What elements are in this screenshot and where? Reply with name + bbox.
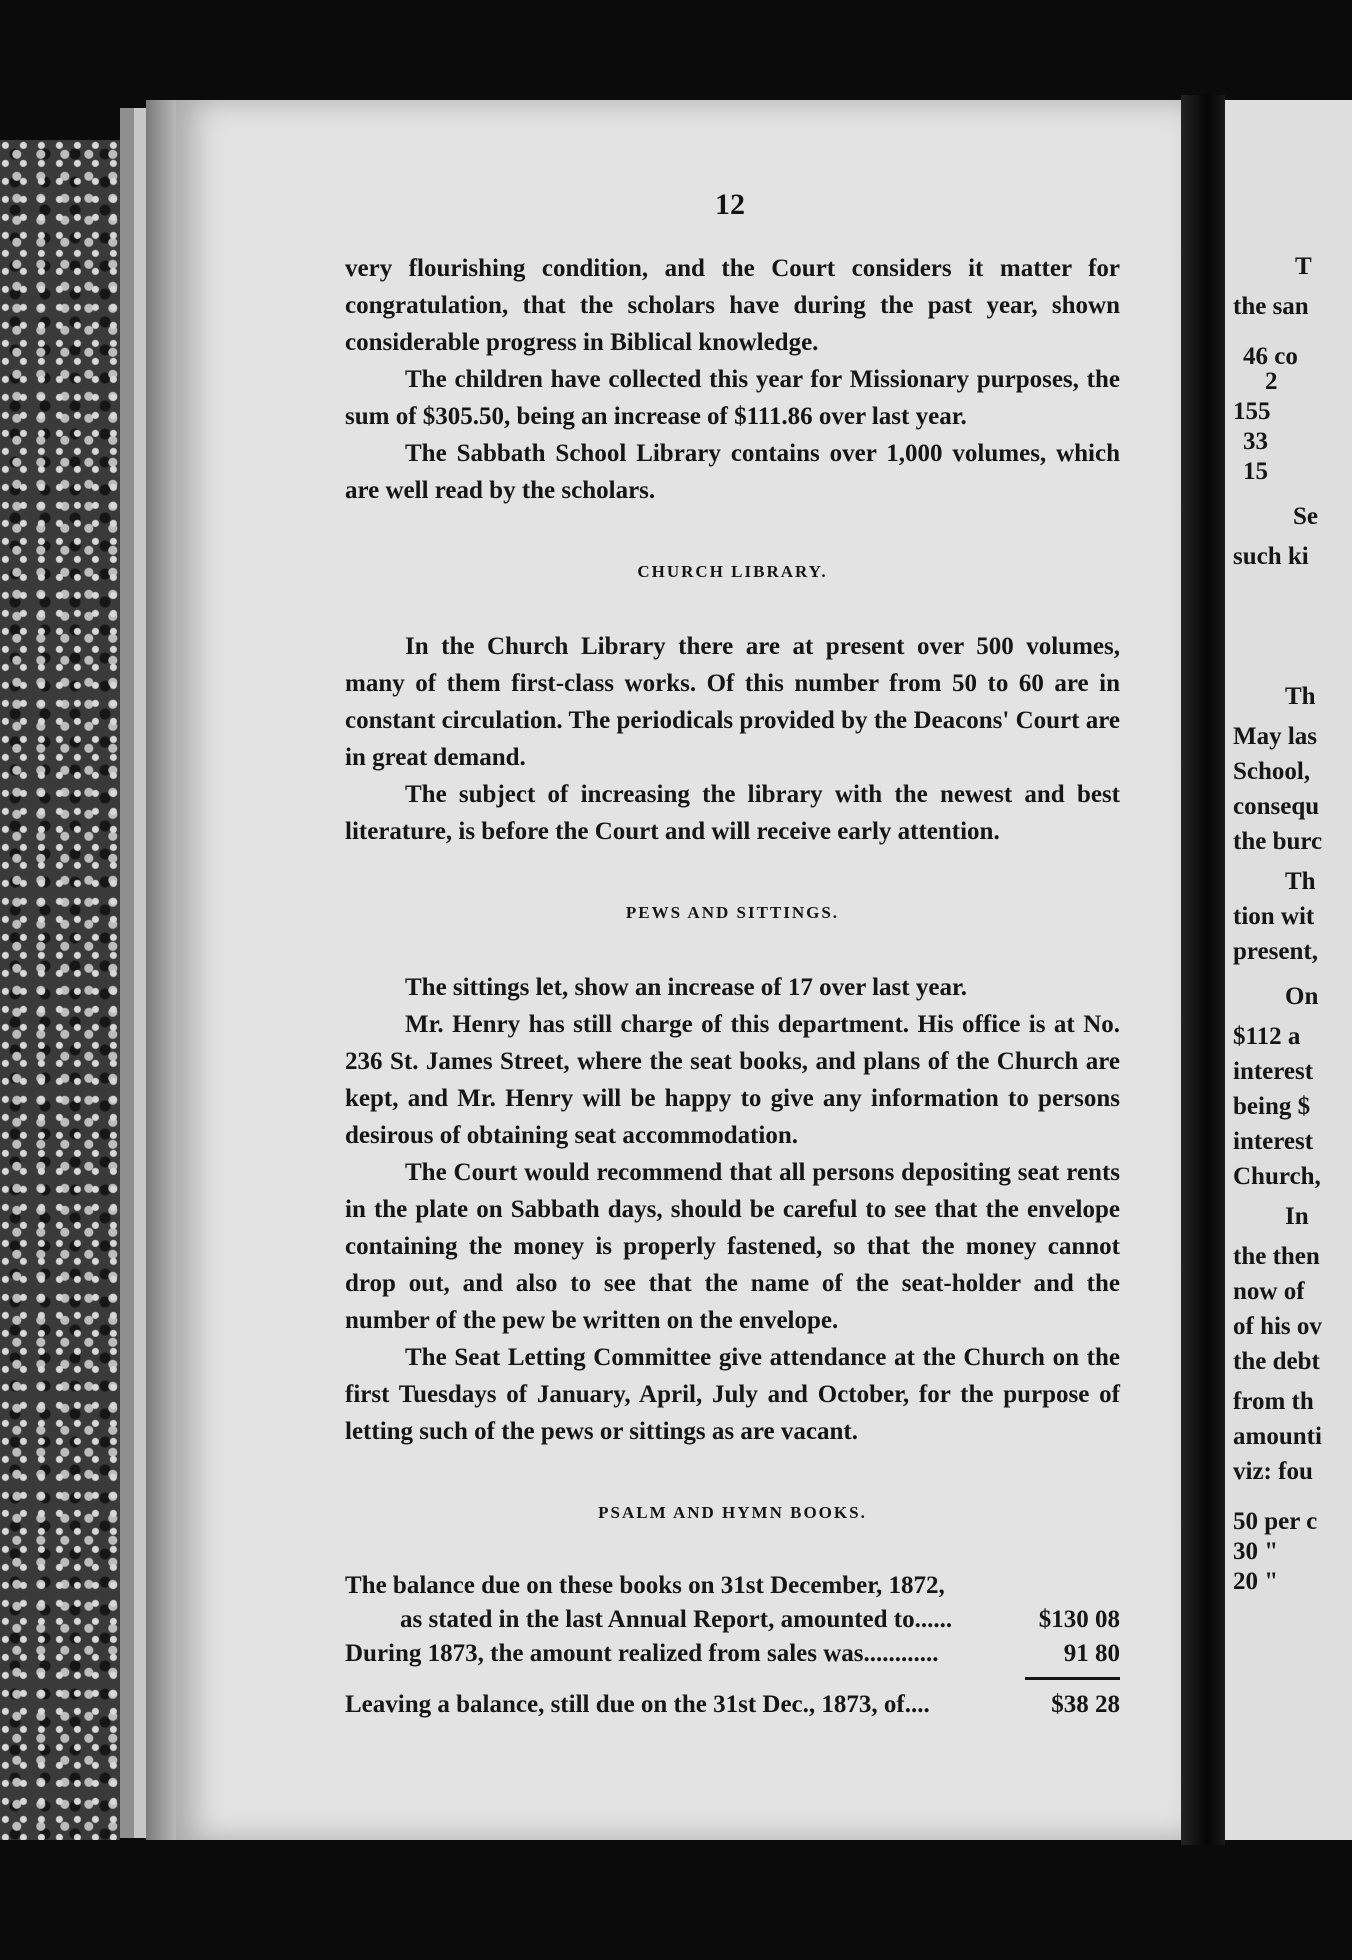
paragraph: The Seat Letting Committee give attendance at the Church on the first Tuesdays of January, April, July and October, for the purpose of letting such of the pews or sittings as are vacant.	[345, 1344, 1120, 1445]
section-heading-pews-and-sittings: PEWS AND SITTINGS.	[625, 903, 840, 922]
right-page-fragment: 30 "	[1233, 1538, 1279, 1565]
right-page-fragment: interest	[1233, 1128, 1314, 1155]
right-page-fragment: Se	[1293, 503, 1318, 530]
right-page-fragment: the then	[1233, 1243, 1320, 1270]
right-page-fragment: tion wit	[1233, 903, 1315, 930]
right-page-fragment: consequ	[1233, 793, 1320, 820]
right-page-fragment: from th	[1233, 1388, 1314, 1415]
ledger-amount: $38 28	[1051, 1691, 1120, 1718]
ledger-label: Leaving a balance, still due on the 31st Dec., 1873, of....	[345, 1691, 930, 1718]
book-gutter	[1181, 95, 1225, 1845]
right-page-fragment: 2	[1265, 368, 1278, 395]
right-page-fragment: On	[1285, 983, 1319, 1010]
right-page-fragment: now of	[1233, 1278, 1305, 1305]
right-page-fragment: 33	[1243, 428, 1268, 455]
right-page-fragment: the debt	[1233, 1348, 1320, 1375]
ledger-label: The balance due on these books on 31st December, 1872,	[345, 1572, 945, 1599]
ledger-row	[345, 1603, 1120, 1637]
right-page-fragment: May las	[1233, 723, 1318, 750]
ledger	[345, 1569, 1120, 1722]
right-page-fragment: the burc	[1233, 828, 1323, 855]
right-page-fragment: Th	[1285, 868, 1316, 895]
page-number: 12	[715, 188, 745, 221]
right-page-fragment: 15	[1243, 458, 1268, 485]
section-heading-psalm-and-hymn-books: PSALM AND HYMN BOOKS.	[598, 1503, 867, 1522]
right-page-fragment: $112 a	[1233, 1023, 1301, 1050]
paragraph: Mr. Henry has still charge of this department. His office is at No. 236 St. James Street, where the seat books, and plans of the Church are kept, and Mr. Henry will be happy to give any information to persons desirous of obtaining seat accommodation.	[345, 1011, 1120, 1149]
paragraph: The Court would recommend that all persons depositing seat rents in the plate on Sabbath days, should be careful to see that the envelope containing the money is properly fastened, so that the money cannot drop out, and also to see that the name of the seat-holder and the number of the pew be written on the envelope.	[345, 1159, 1120, 1334]
paragraph: The children have collected this year for Missionary purposes, the sum of $305.50, being an increase of $111.86 over last year.	[345, 366, 1120, 430]
right-page-fragment: 46 co	[1243, 343, 1298, 370]
ledger-row	[345, 1637, 1120, 1671]
page-edge	[120, 108, 134, 1838]
ledger-row	[345, 1569, 1120, 1603]
page-body	[345, 250, 1120, 1722]
book-cover-edge	[0, 140, 120, 1840]
paragraph: The subject of increasing the library with the newest and best literature, is before the Court and will receive early attention.	[345, 781, 1120, 845]
right-page-fragment: interest	[1233, 1058, 1314, 1085]
right-page-fragment: of his ov	[1233, 1313, 1322, 1340]
right-page-fragment: 50 per c	[1233, 1508, 1318, 1535]
paragraph: The sittings let, show an increase of 17 over last year.	[405, 974, 968, 1001]
ledger-amount: 91 80	[1063, 1640, 1120, 1667]
page-edge	[134, 108, 146, 1838]
right-page	[1225, 100, 1352, 1840]
right-page-fragment: present,	[1233, 938, 1318, 965]
right-page-fragment: the san	[1233, 293, 1309, 320]
sum-rule	[1025, 1677, 1120, 1680]
right-page-fragment: 155	[1233, 398, 1271, 425]
paragraph: The Sabbath School Library contains over 1,000 volumes, which are well read by the scholars.	[345, 440, 1120, 504]
ledger-amount: $130 08	[1038, 1606, 1120, 1633]
right-page-fragment: such ki	[1233, 543, 1309, 570]
right-page-fragment: amounti	[1233, 1423, 1322, 1450]
right-page-fragment: being $	[1233, 1093, 1311, 1120]
ledger-label: as stated in the last Annual Report, amounted to......	[400, 1606, 953, 1633]
section-heading-church-library: CHURCH LIBRARY.	[637, 562, 828, 581]
right-page-fragment: Th	[1285, 683, 1316, 710]
right-page-fragment: School,	[1233, 758, 1311, 785]
right-page-fragment: In	[1285, 1203, 1309, 1230]
right-page-fragment: T	[1295, 253, 1312, 280]
right-page-fragment: 20 "	[1233, 1568, 1279, 1595]
right-page-fragment: viz: fou	[1233, 1458, 1313, 1485]
page-edge	[146, 100, 176, 1840]
ledger-label: During 1873, the amount realized from sales was............	[345, 1640, 939, 1667]
paragraph: very flourishing condition, and the Court considers it matter for congratulation, that the scholars have during the past year, shown considerable progress in Biblical knowledge.	[345, 255, 1120, 356]
right-page-fragment: Church,	[1233, 1163, 1321, 1190]
ledger-row	[345, 1688, 1120, 1722]
paragraph: In the Church Library there are at present over 500 volumes, many of them first-class works. Of this number from 50 to 60 are in constant circulation. The periodicals provided by the Deacons' Court are in great demand.	[345, 633, 1120, 771]
